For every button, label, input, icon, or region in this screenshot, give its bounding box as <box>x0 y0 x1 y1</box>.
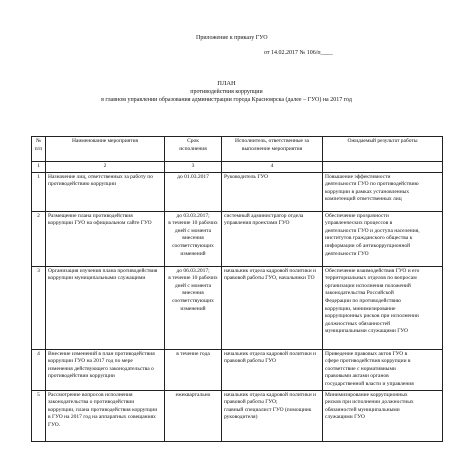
row-number: 5 <box>32 390 46 441</box>
header-executor: Исполнитель, ответственные за выполнение мероприятия <box>222 137 323 162</box>
row-number: 3 <box>32 266 46 349</box>
row-activity: Назначение лиц, ответственных за работу по противодействию коррупции <box>46 172 165 211</box>
row-number: 1 <box>32 172 46 211</box>
row-result: Приведение правовых актов ГУО в сфере противодействия коррупции в соответствие с нормативными правовыми актами органов государственной власти и управления <box>323 349 443 390</box>
row-term: до 01.03.2017 <box>165 172 222 211</box>
row-term: ежеквартально <box>165 390 222 441</box>
table-row <box>32 349 443 390</box>
table-header-row <box>32 137 443 162</box>
row-executor: Руководитель ГУО <box>222 172 323 211</box>
index-cell: 2 <box>46 162 165 173</box>
header-num: № п/п <box>32 137 46 162</box>
header-term: Срок исполнения <box>165 137 222 162</box>
index-cell: 1 <box>32 162 46 173</box>
plan-subtitle-1: противодействия коррупции <box>190 89 263 95</box>
row-activity: Организация изучения плана противодействия коррупции муниципальными служащими <box>46 266 165 349</box>
plan-subtitle-2: в главном управлении образования администрации города Красноярска (далее – ГУО) на 2017 год <box>101 97 352 103</box>
row-activity: Внесение изменений в план противодействия коррупции ГУО на 2017 год по мере изменения действующего законодательства о противодействии коррупции <box>46 349 165 390</box>
row-executor: начальник отдела кадровой политики и правовой работы ГУО, начальники ТО <box>222 266 323 349</box>
table-row <box>32 266 443 349</box>
header-result: Ожидаемый результат работы <box>323 137 443 162</box>
row-result: Обеспечение взаимодействия ГУО и его территориальных отделов по вопросам организации исполнения положений законодательства Российской Федерации по противодействию коррупции, минимизирование коррупционных рисков при исполнении должностных обязанностей муниципальными служащими ГУО <box>323 266 443 349</box>
row-number: 4 <box>32 349 46 390</box>
order-reference: от 14.02.2017 № 106/п____ <box>264 50 333 56</box>
row-executor: начальник отдела кадровой политики и правовой работы ГУО <box>222 349 323 390</box>
row-term: в течение года <box>165 349 222 390</box>
header-name: Наименование мероприятия <box>46 137 165 162</box>
table-index-row <box>32 162 443 173</box>
row-result: Обеспечение прозрачности управленческих процессов в деятельности ГУО и доступа населения, институтов гражданского общества к информации об антикоррупционной деятельности ГУО <box>323 211 443 266</box>
row-executor: начальник отдела кадровой политики и правовой работы ГУО; главный специалист ГУО (помощник руководителя) <box>222 390 323 441</box>
index-cell <box>323 162 443 173</box>
row-activity: Размещение плана противодействия коррупции ГУО на официальном сайте ГУО <box>46 211 165 266</box>
row-result: Повышение эффективности деятельности ГУО по противодействию коррупции в рамках установленных компетенций ответственных лиц <box>323 172 443 211</box>
table-row <box>32 390 443 441</box>
row-number: 2 <box>32 211 46 266</box>
table-row <box>32 172 443 211</box>
appendix-label: Приложение к приказу ГУО <box>196 35 268 41</box>
row-result: Минимизирование коррупционных рисков при исполнении должностных обязанностей муниципальными служащими ГУО <box>323 390 443 441</box>
row-activity: Рассмотрение вопросов исполнения законодательства о противодействии коррупции, плана противодействия коррупции в ГУО на 2017 год на аппаратных совещаниях ГУО. <box>46 390 165 441</box>
index-cell: 4 <box>222 162 323 173</box>
row-term: до 03.03.2017; в течение 10 рабочих дней с момента внесения соответствующих изменений <box>165 211 222 266</box>
row-term: до 06.03.2017; в течение 10 рабочих дней с момента внесения соответствующих изменений <box>165 266 222 349</box>
plan-title: ПЛАН <box>217 80 236 87</box>
row-executor: системный администратор отдела управления проектами ГУО <box>222 211 323 266</box>
index-cell: 3 <box>165 162 222 173</box>
plan-table <box>31 136 443 442</box>
table-row <box>32 211 443 266</box>
